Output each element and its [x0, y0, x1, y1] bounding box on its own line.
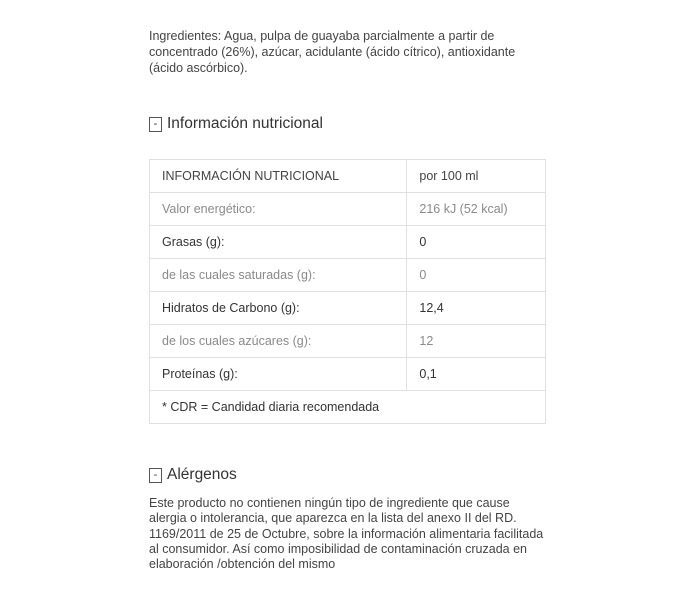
- table-row: [150, 325, 546, 358]
- row-name: de las cuales saturadas (g):: [150, 259, 407, 292]
- row-value: 12: [407, 325, 546, 358]
- nutrition-section-title: Información nutricional: [167, 115, 323, 132]
- table-footnote-row: [150, 391, 546, 424]
- row-value: 12,4: [407, 292, 546, 325]
- row-name: de los cuales azúcares (g):: [150, 325, 407, 358]
- allergens-text: Este producto no contienen ningún tipo de ingrediente que cause alergia o intolerancia, que aparezca en la lista del anexo II del RD. 1169/2011 de 25 de Octubre, sobre la información alimentaria facilitada al consumidor. Así como imposibilidad de contaminación cruzada en elaboración /obtención del mismo: [149, 496, 544, 572]
- allergens-section-heading[interactable]: [149, 466, 237, 484]
- row-value: 0,1: [407, 358, 546, 391]
- table-header-value: por 100 ml: [407, 160, 546, 193]
- row-name: Valor energético:: [150, 193, 407, 226]
- row-value: 216 kJ (52 kcal): [407, 193, 546, 226]
- table-row: [150, 292, 546, 325]
- nutrition-section-heading[interactable]: [149, 115, 323, 133]
- table-header-row: [150, 160, 546, 193]
- table-row: [150, 358, 546, 391]
- table-footnote: * CDR = Candidad diaria recomendada: [150, 391, 546, 424]
- table-row: [150, 259, 546, 292]
- row-value: 0: [407, 226, 546, 259]
- allergens-section-title: Alérgenos: [167, 466, 237, 483]
- collapse-toggle-icon[interactable]: -: [149, 468, 162, 483]
- table-row: [150, 193, 546, 226]
- table-row: [150, 226, 546, 259]
- collapse-toggle-icon[interactable]: -: [149, 117, 162, 132]
- nutrition-table: [149, 159, 546, 424]
- row-name: Proteínas (g):: [150, 358, 407, 391]
- row-name: Grasas (g):: [150, 226, 407, 259]
- ingredients-text: Ingredientes: Agua, pulpa de guayaba parcialmente a partir de concentrado (26%), azúcar, acidulante (ácido cítrico), antioxidante (ácido ascórbico).: [149, 29, 516, 75]
- row-value: 0: [407, 259, 546, 292]
- table-header-name: INFORMACIÓN NUTRICIONAL: [150, 160, 407, 193]
- row-name: Hidratos de Carbono (g):: [150, 292, 407, 325]
